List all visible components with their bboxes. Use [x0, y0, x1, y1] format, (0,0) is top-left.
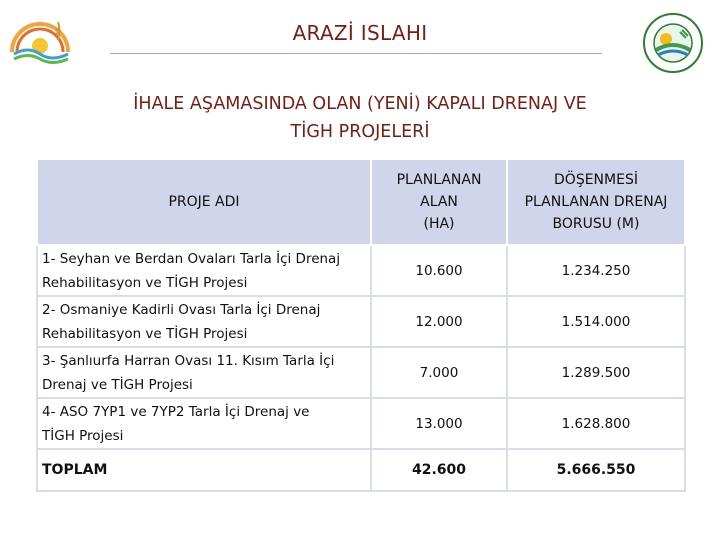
project-name-line-1: 1- Seyhan ve Berdan Ovaları Tarla İçi Drenaj	[42, 250, 341, 267]
drain-pipe-cell: 1.234.250	[507, 245, 685, 296]
total-row	[37, 449, 685, 491]
project-name-line-2: TİGH Projesi	[42, 427, 124, 444]
header-drain-pipe-line-3: BORUSU (M)	[552, 216, 640, 232]
header-drain-pipe-line-1: DÖŞENMESİ	[554, 172, 638, 188]
project-name-line-2: Rehabilitasyon ve TİGH Projesi	[42, 274, 248, 291]
table-header-row	[37, 159, 685, 245]
projects-table	[36, 158, 686, 492]
planned-area-cell: 10.600	[371, 245, 507, 296]
title-divider	[110, 53, 602, 54]
subtitle-line-1: İHALE AŞAMASINDA OLAN (YENİ) KAPALI DRENAJ VE	[133, 94, 587, 114]
planned-area-cell: 13.000	[371, 398, 507, 449]
header-project-name-label: PROJE ADI	[168, 194, 240, 210]
section-subtitle	[60, 90, 660, 146]
total-pipe-cell: 5.666.550	[507, 449, 685, 491]
planned-area-cell: 7.000	[371, 347, 507, 398]
drain-pipe-cell: 1.628.800	[507, 398, 685, 449]
page-title: ARAZİ ISLAHI	[292, 21, 428, 45]
header-planned-area-line-1: PLANLANAN	[396, 172, 482, 188]
planned-area-cell: 12.000	[371, 296, 507, 347]
header-planned-area-line-3: (HA)	[423, 216, 455, 232]
drain-pipe-cell: 1.514.000	[507, 296, 685, 347]
projects-table-container	[36, 158, 684, 492]
project-name-line-1: 4- ASO 7YP1 ve 7YP2 Tarla İçi Drenaj ve	[42, 403, 310, 420]
total-area-cell: 42.600	[371, 449, 507, 491]
project-name-line-2: Drenaj ve TİGH Projesi	[42, 376, 193, 393]
table-row	[37, 296, 685, 347]
table-row	[37, 347, 685, 398]
header-drain-pipe	[507, 159, 685, 245]
header-drain-pipe-line-2: PLANLANAN DRENAJ	[524, 194, 668, 210]
project-name-line-1: 2- Osmaniye Kadirli Ovası Tarla İçi Drenaj	[42, 301, 321, 318]
project-name-cell	[37, 398, 371, 449]
total-label-cell: TOPLAM	[37, 449, 371, 491]
table-row	[37, 245, 685, 296]
header-project-name	[37, 159, 371, 245]
project-name-line-1: 3- Şanlıurfa Harran Ovası 11. Kısım Tarla İçi	[42, 352, 335, 369]
project-name-cell	[37, 347, 371, 398]
header-planned-area-line-2: ALAN	[420, 194, 458, 210]
table-row	[37, 398, 685, 449]
drain-pipe-cell: 1.289.500	[507, 347, 685, 398]
project-name-cell	[37, 245, 371, 296]
project-name-line-2: Rehabilitasyon ve TİGH Projesi	[42, 325, 248, 342]
header-planned-area	[371, 159, 507, 245]
subtitle-line-2: TİGH PROJELERİ	[290, 122, 430, 142]
project-name-cell	[37, 296, 371, 347]
